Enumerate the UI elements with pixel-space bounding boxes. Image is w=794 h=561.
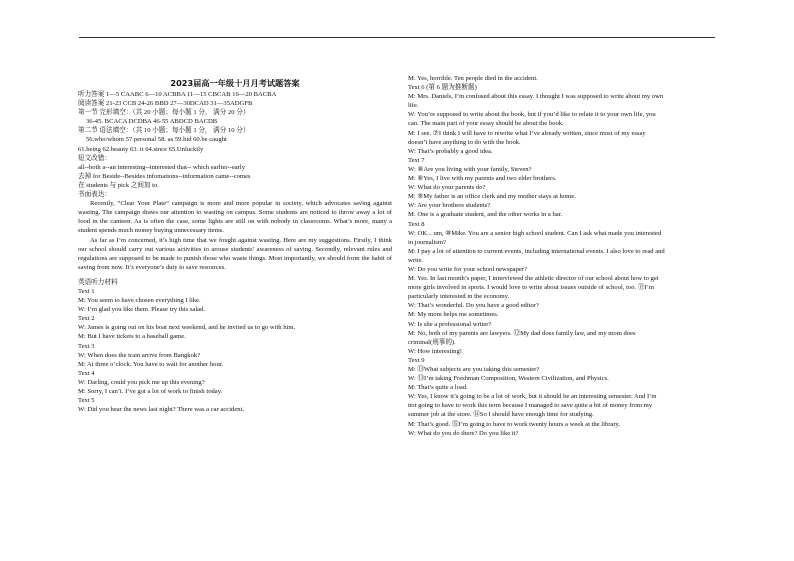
- transcript-line: M: That’s good. ⑮I’m going to have to work twenty hours a week at the library.: [408, 420, 621, 428]
- reading-answers: 阅读答案 21-23 CCB 24-26 BBD 27—30DCAD 31—35ADGFB: [78, 100, 253, 108]
- listening-transcript-right: [408, 74, 720, 438]
- transcript-line: life.: [408, 102, 419, 110]
- writing-heading: 书面表达：: [78, 191, 111, 199]
- transcript-line: W: Do you write for your school newspaper?: [408, 265, 527, 273]
- transcript-line: W: Darling, could you pick me up this evening?: [78, 378, 205, 386]
- transcript-line: not going to have to work this term because I managed to save quite a bit of money from my: [408, 402, 653, 410]
- correction-line: 在 students 与 pick 之间加 to: [78, 181, 158, 189]
- transcript-line: Text 5: [78, 397, 95, 405]
- transcript-line: W: James is going out on his boat next weekend, and he invited us to go with him.: [78, 324, 296, 332]
- transcript-line: M: Yes. In last month’s paper, I interviewed the athletic director of our school about how to get: [408, 275, 659, 283]
- transcript-line: M: That’s quite a load.: [408, 384, 468, 392]
- transcript-line: Text 6 (第 6 题为推断题): [408, 84, 477, 92]
- listening-answers: 听力答案 1—5 CAABC 6—10 ACBBA 11—15 CBCAB 16—20 BACBA: [78, 91, 277, 98]
- left-column: [78, 74, 392, 414]
- section1-heading: 第一节 完形填空：（共 20 小题；每小题 1 分， 满分 20 分）: [78, 109, 250, 117]
- section2-answers-line1: 56.who/whom 57.personal 58. as 59.hid 60.be caught: [86, 136, 227, 144]
- transcript-line: doesn’t have anything to do with the book.: [408, 138, 521, 146]
- transcript-line: Text 9: [408, 356, 425, 364]
- transcript-line: summer job at the store. ⑭So I should have enough time for studying.: [408, 411, 594, 419]
- transcript-line: W: You’re supposed to write about the book, but if you’d like to relate it to your own life, you: [408, 111, 656, 119]
- transcript-line: M: I see. ⑦I think I will have to rewrite what I’ve already written, since most of my essay: [408, 129, 646, 137]
- transcript-line: M: ⑬What subjects are you taking this semester?: [408, 366, 540, 373]
- top-rule: [79, 37, 715, 38]
- transcript-line: M: No, both of my parents are lawyers. ⑫My dad does family law, and my mom does: [408, 329, 636, 337]
- correction-heading: 短文改错：: [78, 154, 111, 162]
- transcript-line: W: When does the train arrive from Bangkok?: [78, 351, 201, 359]
- transcript-line: Text 3: [78, 342, 95, 350]
- transcript-line: W: I’m glad you like them. Please try this salad.: [78, 306, 206, 314]
- transcript-line: W: ⑧Are you living with your family, Steven?: [408, 165, 532, 173]
- transcript-line: can. The main part of your essay should be about the book.: [408, 120, 564, 128]
- transcript-line: in journalism?: [408, 238, 446, 246]
- transcript-line: Text 4: [78, 369, 95, 377]
- essay-paragraph-1: Recently, “Clear Your Plate” campaign is more and more popular in society, which advocates saving against wasting. The campaign draws our attention to wasting on campus. Some students are noticed to throw away a lot of food in the canteen. As is often the case, some lights are still on with nobody in classrooms. What’s more, many a student spends much money buying unnecessary items.: [78, 200, 392, 235]
- transcript-line: M: One is a graduate student, and the other works in a bar.: [408, 211, 563, 219]
- transcript-line: M: Yes, horrible. Ten people died in the accident.: [408, 75, 538, 82]
- transcript-line: W: OK... um, ⑩Mike. You are a senior high school student. Can I ask what made you interested: [408, 229, 662, 237]
- transcript-line: W: ⑬I’m taking Freshman Composition, Western Civilization, and Physics.: [408, 375, 609, 383]
- transcript-line: Text 8: [408, 220, 425, 228]
- transcript-line: M: ⑧Yes, I live with my parents and two elder brothers.: [408, 175, 557, 183]
- transcript-line: W: Did you hear the news last night? There was a car accident.: [78, 406, 245, 414]
- section2-answers-line2: 61.being 62.beauty 63. it 64.since 65.Unluckily: [78, 145, 204, 153]
- transcript-line: W: What do you do there? Do you like it?: [408, 429, 519, 437]
- transcript-line: M: At three o’clock. You have to wait for another hour.: [78, 360, 224, 368]
- correction-line: 去掉 for Beside--Besides infomations--information came--comes: [78, 172, 251, 180]
- transcript-line: W: That’s wonderful. Do you have a good editor?: [408, 302, 539, 310]
- right-column: [408, 74, 720, 438]
- transcript-line: Text 2: [78, 315, 95, 323]
- correction-line: all--both a--an interesting--interested that-- which earlier--early: [78, 163, 246, 171]
- section1-answers: 36-45. BCACA DCDBA 46-55 ABDCD BACDB: [86, 118, 218, 126]
- transcript-line: M: I pay a lot of attention to current events, including international events. I also love to read and: [408, 247, 665, 255]
- transcript-line: W: How interesting!: [408, 347, 462, 355]
- transcript-line: criminal(刑事的).: [408, 338, 456, 346]
- transcript-line: M: You seem to have chosen everything I like.: [78, 297, 201, 305]
- transcript-line: more girls involved in sports. I would love to write about issues outside of school, too. ⑪I’m: [408, 284, 654, 292]
- transcript-line: M: But I have tickets to a baseball game.: [78, 333, 186, 341]
- transcript-line: M: ⑨My father is an office clerk and my mother stays at home.: [408, 193, 576, 201]
- transcript-line: W: That’s probably a good idea.: [408, 147, 493, 155]
- transcript-line: M: Sorry, I can’t. I’ve got a lot of work to finish today.: [78, 388, 223, 395]
- transcript-line: Text 1: [78, 287, 95, 295]
- transcript-line: write.: [408, 256, 424, 264]
- transcript-line: W: Yes, I know it’s going to be a lot of work, but it should be an interesting semester. And I’m: [408, 393, 657, 401]
- transcript-line: W: Are your brothers students?: [408, 202, 491, 210]
- essay-paragraph-2: As far as I’m concerned, it’s high time that we fought against wasting. Here are my suggestions. Firstly, I think our school should carry out various activities to arouse students’ awareness of saving. Secondly, relevant rules and regulations are supposed to be made to punish those who waste things. Most importantly, we should form the habit of saving from now. It’s everyone’s duty to save resources.: [78, 236, 392, 271]
- listening-transcript-left: [78, 278, 392, 414]
- transcript-line: W: What do your parents do?: [408, 184, 486, 192]
- transcript-line: M: Mrs. Daniels, I’m confused about this essay. I thought I was supposed to write about my own: [408, 93, 664, 101]
- section2-heading: 第二节 语法填空：（共 10 小题；每小题 1 分， 满分 10 分）: [78, 127, 250, 135]
- transcript-line: Text 7: [408, 156, 425, 164]
- transcript-line: 英语听力材料: [78, 278, 118, 286]
- page-title: 2023届高一年级十月月考试题答案: [170, 78, 300, 88]
- transcript-line: W: Is she a professional writer?: [408, 320, 492, 328]
- transcript-line: M: My mom helps me sometimes.: [408, 311, 499, 319]
- transcript-line: particularly interested in the economy.: [408, 293, 510, 301]
